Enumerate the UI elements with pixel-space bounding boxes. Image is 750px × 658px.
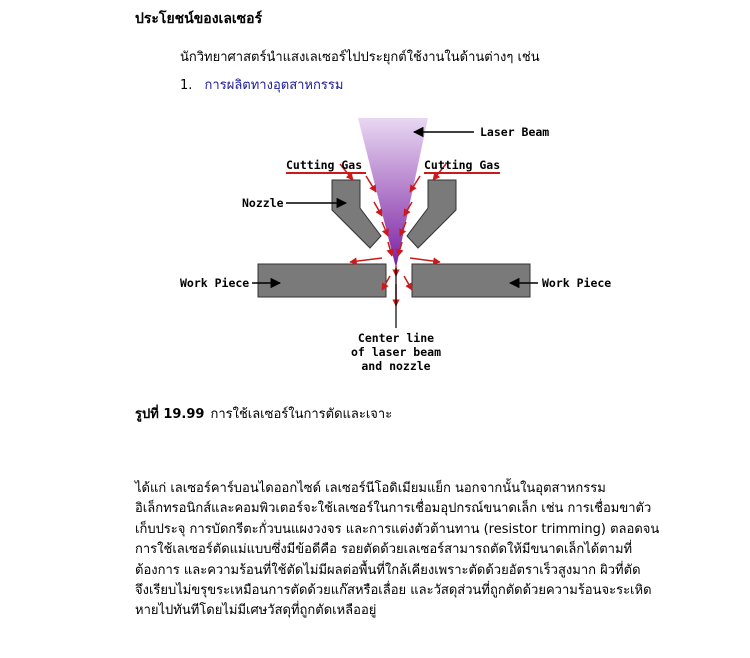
nozzle-right — [407, 180, 456, 248]
center-line-label-3: and nozzle — [361, 359, 431, 373]
cutting-gas-left-label: Cutting Gas — [286, 158, 363, 172]
intro-text: นักวิทยาศาสตร์นำแสงเลเซอร์ไปประยุกต์ใช้งานในด้านต่างๆ เช่น — [180, 50, 540, 65]
figure-caption-label: รูปที่ 19.99 — [135, 407, 205, 422]
body-paragraph — [135, 479, 675, 622]
work-piece-right — [412, 264, 530, 297]
center-line-label-1: Center line — [357, 331, 435, 345]
figure-caption — [135, 403, 392, 424]
body-line: จึงเรียบไม่ขรุขระเหมือนการตัดด้วยแก๊สหรือเลื่อย และวัสดุส่วนที่ถูกตัดด้วยความร้อนจะระเหิด — [135, 583, 652, 599]
nozzle-left — [332, 180, 381, 248]
body-line: หายไปทันทีโดยไม่มีเศษวัสดุที่ถูกตัดเหลืออยู่ — [135, 603, 377, 619]
body-line: ได้แก่ เลเซอร์คาร์บอนไดออกไซด์ เลเซอร์นีโอดิเมียมแย็ก นอกจากนั้นในอุตสาหกรรม — [135, 481, 606, 496]
nozzle-label: Nozzle — [242, 196, 284, 210]
laser-cutting-diagram — [170, 118, 630, 380]
work-piece-left-label: Work Piece — [180, 276, 250, 290]
industrial-production-link[interactable]: การผลิตทางอุตสาหกรรม — [204, 78, 344, 93]
list-item-number: 1. — [180, 78, 193, 93]
body-line: อิเล็กทรอนิกส์และคอมพิวเตอร์จะใช้เลเซอร์ในการเชื่อมอุปกรณ์ขนาดเล็ก เช่น การเชื่อมขาตัว — [135, 501, 652, 517]
body-line: การใช้เลเซอร์ตัดแม่แบบซึ่งมีข้อดีคือ รอยตัดด้วยเลเซอร์สามารถตัดให้มีขนาดเล็กได้ตามที่ — [135, 542, 633, 558]
figure-caption-text: การใช้เลเซอร์ในการตัดและเจาะ — [210, 407, 393, 422]
laser-beam-label: Laser Beam — [480, 125, 550, 139]
section-heading: ประโยชน์ของเลเซอร์ — [135, 11, 263, 27]
work-piece-left — [258, 264, 386, 297]
list-item — [180, 74, 343, 95]
cutting-gas-right-label: Cutting Gas — [424, 158, 501, 172]
body-line: เก็บประจุ การบัดกรีตะกั่วบนแผงวงจร และการแต่งตัวต้านทาน (resistor trimming) ตลอดจน — [135, 521, 660, 537]
work-piece-right-label: Work Piece — [542, 276, 612, 290]
body-line: ต้องการ และความร้อนที่ใช้ตัดไม่มีผลต่อพื้นที่ใกล้เคียงเพราะตัดด้วยอัตราเร็วสูงมาก ผิวที่ตัด — [135, 562, 641, 578]
center-line-label-2: of laser beam — [350, 345, 442, 359]
